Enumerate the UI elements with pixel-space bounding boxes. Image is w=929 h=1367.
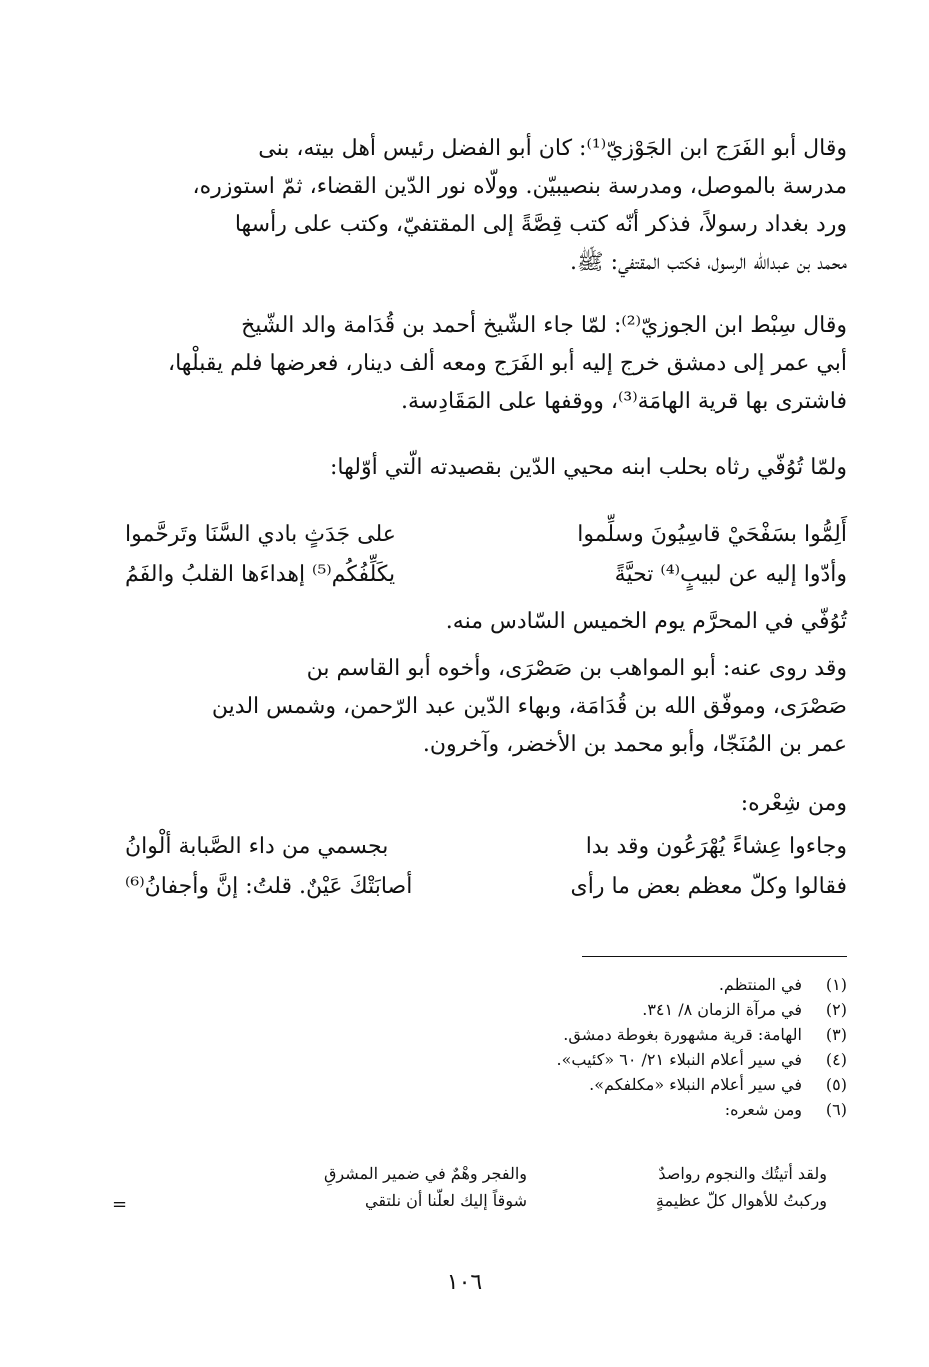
footnote-number: (٣) — [825, 1025, 847, 1044]
footnote-text: في سير أعلام النبلاء «مكلفكم». — [589, 1075, 802, 1094]
verse-first-hemistich: أَلِمُّوا بسَفْحَيْ قاسِيُونَ وسلِّموا — [577, 521, 847, 547]
footnote-number: (٥) — [825, 1075, 847, 1094]
continuation-mark: = — [112, 1194, 128, 1215]
verse-first-hemistich: وركبتُ للأهوال كلّ عظيمةٍ — [655, 1191, 827, 1210]
poem-verse — [125, 826, 847, 866]
text-line: عمر بن المُنَجّا، وأبو محمد بن الأخضر، وآخرون. — [422, 732, 847, 757]
footnote-number: (٢) — [825, 1000, 847, 1019]
footnote-divider — [582, 956, 847, 957]
verse-second-hemistich: يكَلِّفُكُم⁽⁵⁾ إهداءَها القلبُ والفَمُ — [125, 561, 396, 587]
paragraph-death-date — [125, 603, 847, 641]
footnote-item — [125, 1047, 847, 1072]
poem-verse — [125, 514, 847, 554]
text-line: وقال أبو الفَرَج ابن الجَوْزيّ⁽¹⁾: كان أبو الفضل رئيس أهل بيته، بنى — [258, 136, 847, 161]
verse-second-hemistich: شوقاً إليك لعلّنا أن نلتقي — [365, 1191, 527, 1210]
footnote-poem — [125, 1160, 847, 1214]
text-line: تُوُفّي في المحرَّم يوم الخميس السّادس منه. — [445, 609, 847, 634]
footnotes — [125, 972, 847, 1122]
text-line: صَصْرَى، وموفّق الله بن قُدَامَة، وبهاء الدّين عبد الرّحمن، وشمس الدين — [211, 694, 847, 719]
paragraph-narrators — [125, 650, 847, 764]
text-line: أبي عمر إلى دمشق خرج إليه أبو الفَرَج ومعه ألف دينار، فعرضها فلم يقبلْها، — [168, 351, 847, 376]
text-line: فاشترى بها قرية الهامَة⁽³⁾، ووقفها على المَقَادِسة. — [401, 389, 847, 414]
text-line: مدرسة بالموصل، ومدرسة بنصيبيّن. وولّاه نور الدّين القضاء، ثمّ استوزره، — [192, 174, 847, 199]
footnote-text: الهامة: قرية مشهورة بغوطة دمشق. — [563, 1025, 802, 1044]
text-line: وقد روى عنه: أبو المواهب بن صَصْرَى، وأخوه أبو القاسم بن — [306, 656, 847, 681]
poem-verse — [125, 554, 847, 594]
poem-verse — [125, 866, 847, 906]
text-line: ورد بغداد رسولاً، فذكر أنّه كتب قِصَّةً إلى المقتفيّ، وكتب على رأسها — [234, 212, 847, 237]
footnote-item — [125, 1097, 847, 1122]
text-line: ومن شِعْره: — [740, 791, 847, 816]
text-line: ولمّا تُوُفّي رثاه بحلب ابنه محيي الدّين بقصيدته الّتي أوّلها: — [330, 455, 847, 480]
paragraph-sibt-ibn-al-jawzi — [125, 307, 847, 421]
verse-first-hemistich: فقالوا وكلّ معظم بعض ما رأى — [570, 873, 847, 899]
verse-second-hemistich: أصابَتْكَ عَيْنٌ. قلتُ: إنَّ وأجفانُ⁽⁶⁾ — [125, 873, 413, 899]
footnote-item — [125, 972, 847, 997]
verse-second-hemistich: بجسمي من داء الصَّبابة ألْوانُ — [125, 833, 389, 859]
footnote-item — [125, 1072, 847, 1097]
text-line: محمد بن عبدالله الرسول، فكتب المقتفي: ﷺ. — [570, 250, 847, 275]
author-poem — [125, 826, 847, 906]
paragraph-ibn-al-jawzi — [125, 130, 847, 282]
footnote-text: في مرآة الزمان ٨/ ٣٤١. — [642, 1000, 802, 1019]
verse-first-hemistich: وجاءوا عِشاءً يُهْرَعُون وقد بدا — [585, 833, 847, 859]
verse-first-hemistich: وأدّوا إليه عن لبيبٍ⁽⁴⁾ تحيَّةً — [614, 561, 847, 587]
footnote-poem-verse — [125, 1160, 847, 1187]
footnote-number: (٤) — [825, 1050, 847, 1069]
footnote-number: (٦) — [825, 1100, 847, 1119]
verse-second-hemistich: والفجر وهْمٌ في ضمير المشرقِ — [323, 1164, 527, 1183]
footnote-poem-verse — [125, 1187, 847, 1214]
footnote-number: (١) — [825, 975, 847, 994]
text-line: وقال سِبْط ابن الجوزيّ⁽²⁾: لمّا جاء الشّيخ أحمد بن قُدَامة والد الشّيخ — [241, 313, 847, 338]
footnote-item — [125, 1022, 847, 1047]
footnote-text: في سير أعلام النبلاء ٢١/ ٦٠ «كئيب». — [556, 1050, 802, 1069]
footnote-item — [125, 997, 847, 1022]
paragraph-poetry-intro — [125, 785, 847, 823]
verse-first-hemistich: ولقد أتيتُك والنجوم رواصدٌ — [658, 1164, 827, 1183]
paragraph-elegy-intro — [125, 449, 847, 487]
footnote-text: ومن شعره: — [724, 1100, 802, 1119]
elegy-poem — [125, 514, 847, 594]
verse-second-hemistich: على جَدَثٍ بادي السَّنَا وتَرحَّموا — [125, 521, 396, 547]
footnote-text: في المنتظم. — [718, 975, 802, 994]
page-number: ١٠٦ — [446, 1270, 483, 1295]
